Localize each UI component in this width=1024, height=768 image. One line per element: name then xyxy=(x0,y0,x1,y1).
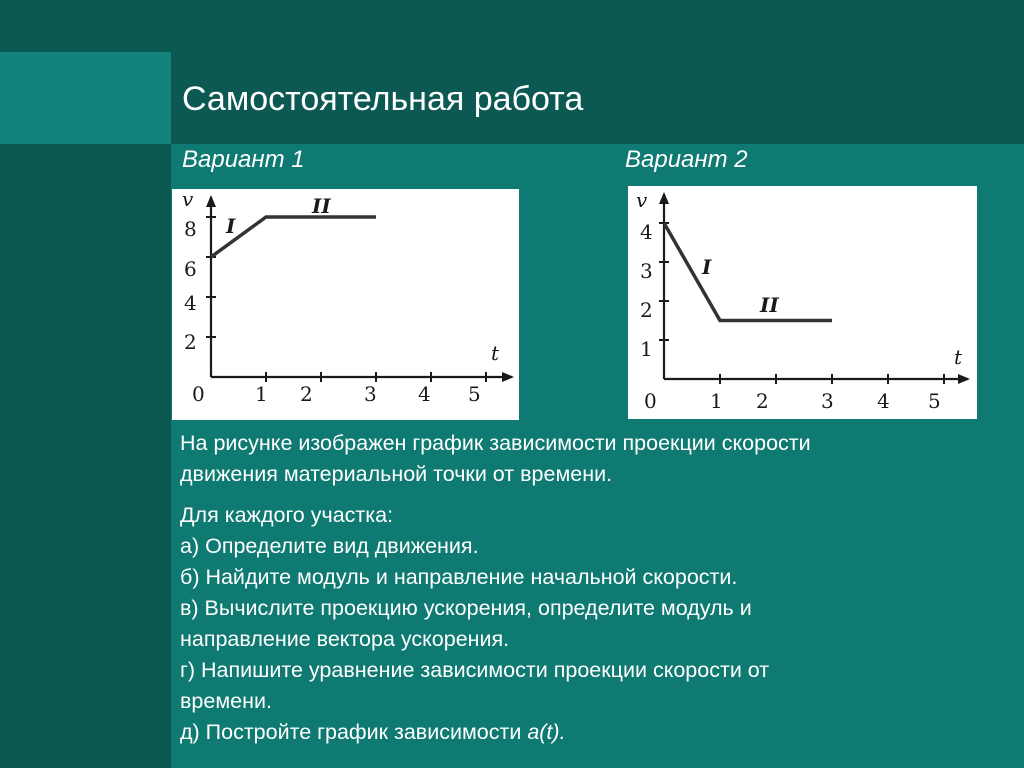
page-title: Самостоятельная работа xyxy=(182,80,584,118)
task-item: б) Найдите модуль и направление начальной скорости. xyxy=(180,565,738,589)
origin-label: 0 xyxy=(192,382,205,406)
y-tick-label: 4 xyxy=(184,291,197,315)
segment-2-label: II xyxy=(760,293,779,317)
task-item: в) Вычислите проекцию ускорения, определите модуль и xyxy=(180,596,752,620)
variant-1-graph-svg xyxy=(172,189,519,420)
variant-1-label: Вариант 1 xyxy=(182,146,305,173)
left-column xyxy=(0,144,171,768)
task-item-last xyxy=(180,717,1000,748)
segment-1-label: I xyxy=(702,255,712,279)
y-tick-label: 2 xyxy=(640,298,653,322)
y-tick-label: 2 xyxy=(184,330,197,354)
top-band xyxy=(0,0,1024,52)
task-heading: Для каждого участка: xyxy=(180,503,394,527)
variant-1-graph xyxy=(172,189,519,420)
variant-2-graph xyxy=(628,186,977,419)
task-item: г) Напишите уравнение зависимости проекции скорости от xyxy=(180,658,770,682)
y-axis-label: v xyxy=(636,188,648,212)
task-item: времени. xyxy=(180,689,272,713)
x-tick-label: 4 xyxy=(418,382,431,406)
x-tick-label: 3 xyxy=(364,382,377,406)
x-tick-label: 1 xyxy=(710,389,723,413)
left-accent-band xyxy=(0,52,171,144)
x-tick-label: 5 xyxy=(468,382,481,406)
y-tick-label: 8 xyxy=(184,217,197,241)
x-axis-label: t xyxy=(491,341,500,365)
task-item: а) Определите вид движения. xyxy=(180,534,479,558)
x-tick-label: 5 xyxy=(928,389,941,413)
variant-2-graph-svg xyxy=(628,186,977,419)
task-list xyxy=(180,500,1000,748)
x-tick-label: 2 xyxy=(756,389,769,413)
task-item: направление вектора ускорения. xyxy=(180,627,510,651)
velocity-line xyxy=(664,223,832,321)
intro-paragraph xyxy=(180,428,1000,490)
task-item-last-function: a(t). xyxy=(527,720,566,744)
x-tick-label: 1 xyxy=(255,382,268,406)
x-tick-label: 4 xyxy=(877,389,890,413)
intro-line: На рисунке изображен график зависимости проекции скорости xyxy=(180,431,811,455)
y-tick-label: 1 xyxy=(640,337,653,361)
x-tick-label: 2 xyxy=(300,382,313,406)
intro-line: движения материальной точки от времени. xyxy=(180,462,613,486)
velocity-line xyxy=(211,217,376,257)
y-tick-label: 3 xyxy=(640,259,653,283)
origin-label: 0 xyxy=(644,389,657,413)
segment-2-label: II xyxy=(312,194,331,218)
y-axis-label: v xyxy=(182,189,194,211)
x-tick-label: 3 xyxy=(821,389,834,413)
y-tick-label: 4 xyxy=(640,220,653,244)
variant-2-label: Вариант 2 xyxy=(625,146,748,173)
x-axis-label: t xyxy=(954,345,963,369)
y-tick-label: 6 xyxy=(184,257,197,281)
task-item-last-prefix: д) Постройте график зависимости xyxy=(180,720,528,744)
segment-1-label: I xyxy=(226,214,236,238)
